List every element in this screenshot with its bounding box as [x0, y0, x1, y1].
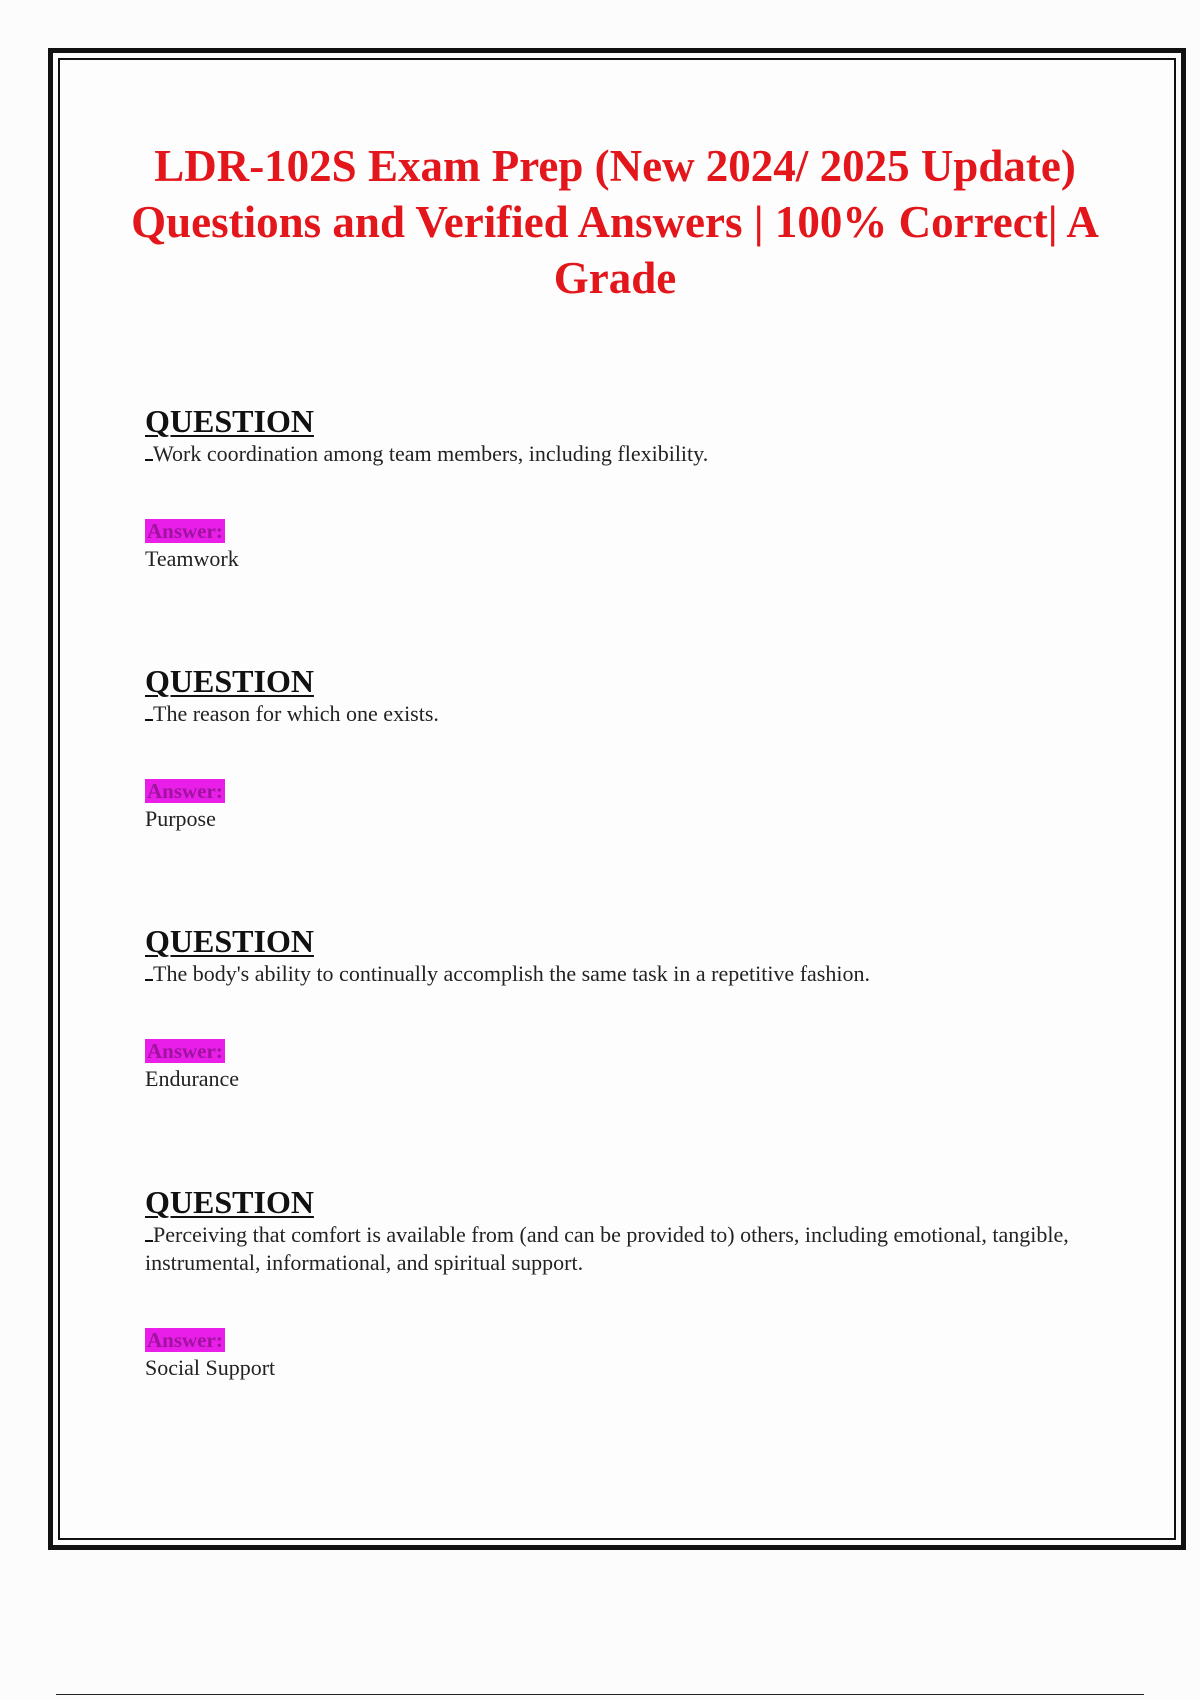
document-title: LDR-102S Exam Prep (New 2024/ 2025 Update) Questions and Verified Answers | 100% Correct| A Grade: [131, 141, 1099, 303]
question-text: [145, 960, 1095, 988]
question-heading: QUESTION: [145, 923, 314, 959]
question-heading: QUESTION: [145, 1184, 314, 1220]
question-text: [145, 700, 1095, 728]
question-heading: QUESTION: [145, 403, 314, 439]
question-text-content: The reason for which one exists.: [153, 701, 439, 726]
qa-item-1: [145, 404, 1095, 573]
underline-mark: [145, 441, 153, 461]
answer-label: Answer:: [147, 1328, 223, 1352]
answer-label: Answer:: [147, 519, 223, 543]
footer-rule: [56, 1694, 1144, 1695]
question-text-content: Perceiving that comfort is available from (and can be provided to) others, including emotional, tangible, instrumental, informational, and spiritual support.: [145, 1222, 1069, 1275]
question-heading: QUESTION: [145, 663, 314, 699]
question-text-content: The body's ability to continually accomplish the same task in a repetitive fashion.: [153, 961, 870, 986]
question-text: [145, 1221, 1095, 1277]
answer-text: Purpose: [145, 806, 216, 831]
answer-label: Answer:: [147, 1039, 223, 1063]
question-text: [145, 440, 1095, 468]
question-text-content: Work coordination among team members, including flexibility.: [153, 441, 709, 466]
underline-mark: [145, 961, 153, 981]
answer-text: Teamwork: [145, 546, 239, 571]
underline-mark: [145, 701, 153, 721]
answer-text: Endurance: [145, 1066, 240, 1091]
qa-item-3: [145, 924, 1095, 1093]
qa-item-4: [145, 1185, 1095, 1382]
answer-text: Social Support: [145, 1355, 276, 1380]
underline-mark: [145, 1222, 153, 1242]
qa-item-2: [145, 664, 1095, 833]
answer-label: Answer:: [147, 779, 223, 803]
